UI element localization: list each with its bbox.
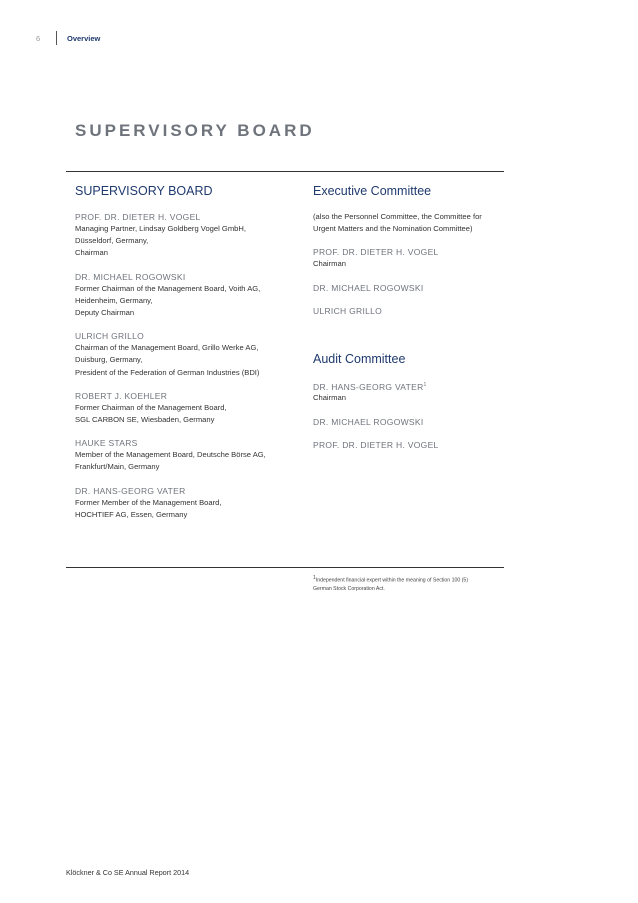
title-divider (66, 171, 504, 172)
committee-member (313, 305, 513, 317)
member-name: DR. MICHAEL ROGOWSKI (313, 282, 424, 293)
committee-member (313, 416, 513, 428)
member-name: DR. HANS-GEORG VATER (75, 485, 186, 496)
board-member (75, 437, 300, 473)
member-name: ULRICH GRILLO (75, 331, 145, 342)
header-divider (56, 31, 57, 45)
footnote-text: Independent financial expert within the meaning of Section 100 (5) (315, 577, 469, 584)
member-role: Chairman (313, 393, 346, 403)
executive-committee-intro (313, 211, 513, 235)
audit-committee (313, 351, 513, 451)
page-title: SUPERVISORY BOARD (75, 121, 315, 140)
member-name: PROF. DR. DIETER H. VOGEL (313, 439, 439, 450)
committee-member (313, 439, 513, 451)
committee-member (313, 379, 513, 405)
member-detail: Chairman (75, 248, 108, 258)
member-detail: SGL CARBON SE, Wiesbaden, Germany (75, 415, 215, 425)
member-name: DR. MICHAEL ROGOWSKI (313, 416, 424, 427)
audit-committee-heading: Audit Committee (313, 351, 406, 366)
member-name: PROF. DR. DIETER H. VOGEL (313, 247, 439, 258)
section-label: Overview (67, 33, 101, 43)
footnote (313, 574, 513, 593)
member-detail: Managing Partner, Lindsay Goldberg Vogel GmbH, (75, 224, 246, 233)
footnote-marker: 1 (313, 575, 316, 581)
committees-column (313, 183, 513, 462)
member-detail: Member of the Management Board, Deutsche Börse AG, (75, 450, 266, 460)
footnote-line: German Stock Corporation Act. (313, 585, 385, 592)
member-detail: Former Chairman of the Management Board, Voith AG, (75, 283, 261, 293)
board-member (75, 211, 300, 260)
member-detail: Former Member of the Management Board, (75, 497, 222, 507)
member-name (313, 379, 513, 393)
member-detail: Frankfurt/Main, Germany (75, 462, 160, 472)
board-member (75, 271, 300, 320)
member-name: ROBERT J. KOEHLER (75, 390, 168, 401)
supervisory-board-column (75, 183, 300, 532)
bottom-divider (66, 567, 504, 568)
page-number: 6 (36, 33, 41, 43)
committee-member (313, 282, 513, 294)
member-name: HAUKE STARS (75, 438, 138, 449)
member-detail: HOCHTIEF AG, Essen, Germany (75, 509, 188, 519)
member-detail: Duisburg, Germany, (75, 355, 143, 365)
page-header (36, 31, 100, 45)
board-member (75, 485, 300, 521)
executive-committee-heading: Executive Committee (313, 184, 432, 198)
member-detail: Düsseldorf, Germany, (75, 236, 149, 246)
intro-line: Urgent Matters and the Nomination Committee) (313, 224, 473, 234)
member-name: PROF. DR. DIETER H. VOGEL (75, 212, 201, 222)
member-name: DR. MICHAEL ROGOWSKI (75, 271, 186, 282)
member-detail: Former Chairman of the Management Board, (75, 402, 227, 412)
member-name: ULRICH GRILLO (313, 305, 383, 316)
committee-member (313, 246, 513, 270)
footnote-marker: 1 (423, 381, 427, 388)
member-name-text: DR. HANS-GEORG VATER (313, 381, 424, 392)
member-detail: President of the Federation of German Industries (BDI) (75, 367, 260, 377)
page-footer: Klöckner & Co SE Annual Report 2014 (66, 868, 190, 877)
member-detail: Heidenheim, Germany, (75, 295, 153, 305)
member-detail: Chairman of the Management Board, Grillo Werke AG, (75, 343, 259, 353)
intro-line: (also the Personnel Committee, the Committee for (313, 212, 482, 221)
member-detail: Deputy Chairman (75, 308, 135, 318)
board-member (75, 330, 300, 379)
executive-committee (313, 183, 513, 317)
board-member (75, 390, 300, 426)
member-role: Chairman (313, 259, 346, 269)
footnote-line (313, 574, 513, 585)
supervisory-board-heading: SUPERVISORY BOARD (75, 184, 213, 198)
